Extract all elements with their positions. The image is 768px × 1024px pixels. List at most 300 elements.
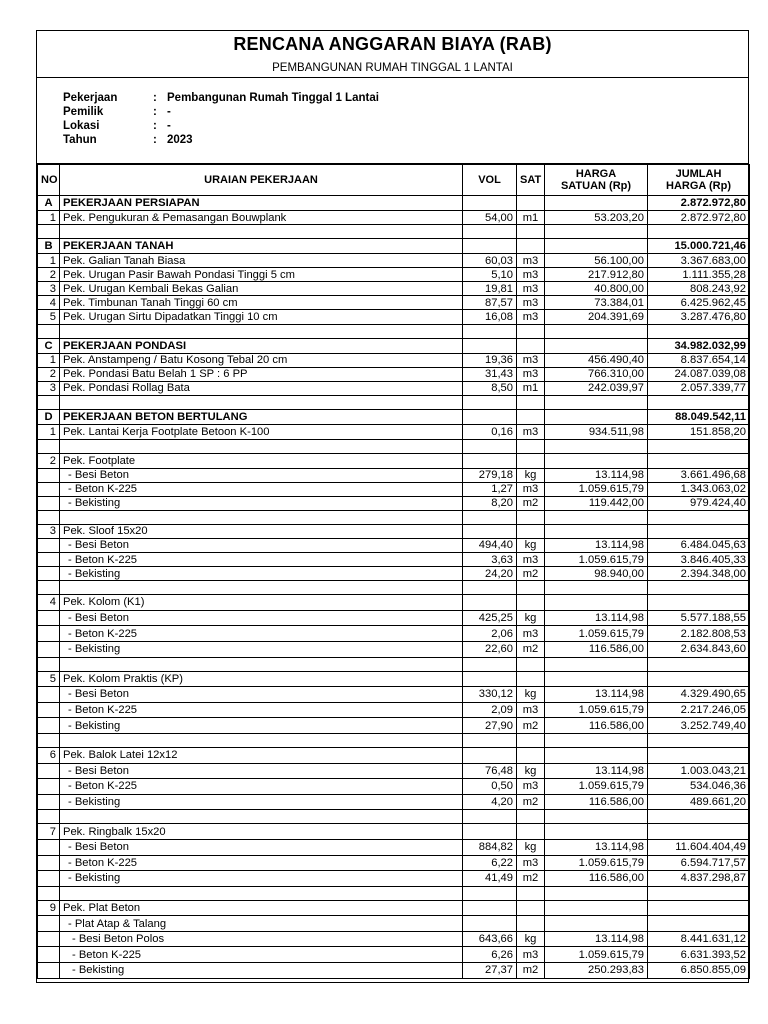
row-no: 4 (38, 296, 60, 310)
row-sat (517, 225, 545, 239)
row-jumlah-harga: 6.594.717,57 (648, 855, 750, 871)
row-harga-satuan (545, 595, 648, 611)
row-jumlah-harga (648, 454, 750, 468)
row-harga-satuan (545, 196, 648, 211)
blank-row (38, 733, 750, 747)
row-jumlah-harga: 24.087.039,08 (648, 367, 750, 381)
row-sat (517, 454, 545, 468)
table-row (38, 468, 750, 482)
row-harga-satuan: 13.114,98 (545, 839, 648, 855)
info-colon: : (153, 120, 157, 132)
project-info (37, 78, 748, 164)
row-no: 3 (38, 524, 60, 538)
row-vol: 41,49 (463, 871, 517, 887)
row-sat (517, 196, 545, 211)
row-uraian: PEKERJAAN TANAH (60, 239, 463, 254)
row-sat (517, 395, 545, 409)
rab-table (37, 164, 750, 979)
row-vol (463, 454, 517, 468)
row-uraian: - Beton K-225 (60, 855, 463, 871)
row-vol: 60,03 (463, 254, 517, 268)
row-jumlah-harga (648, 581, 750, 595)
row-sat (517, 916, 545, 932)
blank-row (38, 225, 750, 239)
row-harga-satuan: 1.059.615,79 (545, 855, 648, 871)
row-uraian: - Bekisting (60, 718, 463, 734)
row-harga-satuan: 250.293,83 (545, 963, 648, 979)
table-row (38, 296, 750, 310)
table-row (38, 211, 750, 225)
row-no (38, 916, 60, 932)
row-harga-satuan: 73.384,01 (545, 296, 648, 310)
row-jumlah-harga (648, 671, 750, 687)
row-jumlah-harga: 151.858,20 (648, 424, 750, 440)
row-jumlah-harga: 2.872.972,80 (648, 196, 750, 211)
row-no (38, 886, 60, 900)
row-no (38, 733, 60, 747)
row-no (38, 963, 60, 979)
row-jumlah-harga: 88.049.542,11 (648, 409, 750, 424)
row-harga-satuan: 116.586,00 (545, 794, 648, 810)
row-jumlah-harga (648, 395, 750, 409)
table-row (38, 839, 750, 855)
row-sat: m3 (517, 268, 545, 282)
row-harga-satuan: 13.114,98 (545, 468, 648, 482)
row-no (38, 871, 60, 887)
row-jumlah-harga: 808.243,92 (648, 282, 750, 296)
row-no (38, 794, 60, 810)
row-harga-satuan: 766.310,00 (545, 367, 648, 381)
table-row (38, 454, 750, 468)
row-no: 2 (38, 454, 60, 468)
row-sat: m2 (517, 641, 545, 657)
row-jumlah-harga: 15.000.721,46 (648, 239, 750, 254)
row-harga-satuan: 1.059.615,79 (545, 482, 648, 496)
row-vol (463, 239, 517, 254)
row-harga-satuan (545, 510, 648, 524)
row-sat (517, 440, 545, 454)
row-sat (517, 409, 545, 424)
row-jumlah-harga: 2.394.348,00 (648, 567, 750, 581)
row-jumlah-harga (648, 824, 750, 840)
row-sat (517, 338, 545, 353)
row-vol: 425,25 (463, 610, 517, 626)
blank-row (38, 657, 750, 671)
row-vol: 31,43 (463, 367, 517, 381)
row-vol: 27,90 (463, 718, 517, 734)
row-uraian: PEKERJAAN PONDASI (60, 338, 463, 353)
row-sat: m3 (517, 626, 545, 642)
blank-row (38, 886, 750, 900)
row-harga-satuan (545, 733, 648, 747)
row-jumlah-harga (648, 324, 750, 338)
row-sat (517, 239, 545, 254)
row-uraian: Pek. Lantai Kerja Footplate Betoon K-100 (60, 424, 463, 440)
row-jumlah-harga (648, 225, 750, 239)
row-harga-satuan: 116.586,00 (545, 718, 648, 734)
row-harga-satuan (545, 886, 648, 900)
row-no (38, 810, 60, 824)
row-jumlah-harga (648, 900, 750, 916)
row-jumlah-harga (648, 810, 750, 824)
row-no (38, 496, 60, 510)
row-no (38, 482, 60, 496)
row-uraian: Pek. Footplate (60, 454, 463, 468)
row-no: 5 (38, 671, 60, 687)
row-uraian: Pek. Pengukuran & Pemasangan Bouwplank (60, 211, 463, 225)
section-row (38, 338, 750, 353)
row-uraian: - Besi Beton (60, 468, 463, 482)
row-harga-satuan: 1.059.615,79 (545, 947, 648, 963)
row-jumlah-harga: 534.046,36 (648, 779, 750, 795)
row-harga-satuan: 456.490,40 (545, 353, 648, 367)
row-vol (463, 196, 517, 211)
row-jumlah-harga: 8.837.654,14 (648, 353, 750, 367)
row-jumlah-harga (648, 440, 750, 454)
row-uraian: - Beton K-225 (60, 779, 463, 795)
row-no (38, 395, 60, 409)
row-sat: kg (517, 931, 545, 947)
row-jumlah-harga (648, 595, 750, 611)
row-sat: m3 (517, 553, 545, 567)
row-sat: m3 (517, 779, 545, 795)
row-vol (463, 409, 517, 424)
row-vol (463, 225, 517, 239)
row-uraian: Pek. Pondasi Batu Belah 1 SP : 6 PP (60, 367, 463, 381)
row-uraian: Pek. Balok Latei 12x12 (60, 747, 463, 763)
row-no (38, 553, 60, 567)
row-sat: kg (517, 538, 545, 552)
row-vol: 19,36 (463, 353, 517, 367)
row-no (38, 702, 60, 718)
row-vol (463, 747, 517, 763)
row-sat (517, 733, 545, 747)
row-vol (463, 581, 517, 595)
rab-table-body (38, 196, 750, 979)
row-harga-satuan: 217.912,80 (545, 268, 648, 282)
row-sat: kg (517, 839, 545, 855)
row-harga-satuan (545, 324, 648, 338)
row-vol (463, 324, 517, 338)
blank-row (38, 395, 750, 409)
row-vol: 24,20 (463, 567, 517, 581)
info-label: Tahun (63, 134, 97, 146)
row-vol (463, 824, 517, 840)
row-jumlah-harga: 1.343.063,02 (648, 482, 750, 496)
row-no: D (38, 409, 60, 424)
row-vol (463, 810, 517, 824)
jumlah-header-line2: HARGA (Rp) (666, 180, 731, 192)
harga-header-line2: SATUAN (Rp) (560, 180, 632, 192)
row-sat: m3 (517, 367, 545, 381)
row-no: 1 (38, 254, 60, 268)
row-uraian (60, 657, 463, 671)
row-uraian (60, 581, 463, 595)
document-subtitle: PEMBANGUNAN RUMAH TINGGAL 1 LANTAI (272, 62, 513, 74)
blank-row (38, 510, 750, 524)
row-vol: 279,18 (463, 468, 517, 482)
table-row (38, 671, 750, 687)
row-uraian: Pek. Anstampeng / Batu Kosong Tebal 20 cm (60, 353, 463, 367)
info-label: Pemilik (63, 106, 104, 118)
row-sat (517, 810, 545, 824)
col-header-vol: VOL (463, 165, 517, 196)
row-uraian: Pek. Pondasi Rollag Bata (60, 381, 463, 395)
row-harga-satuan (545, 454, 648, 468)
row-uraian (60, 886, 463, 900)
row-uraian: - Besi Beton (60, 687, 463, 703)
row-no (38, 763, 60, 779)
row-sat (517, 581, 545, 595)
table-row (38, 916, 750, 932)
table-row (38, 763, 750, 779)
row-jumlah-harga (648, 510, 750, 524)
row-vol: 2,09 (463, 702, 517, 718)
row-no: A (38, 196, 60, 211)
row-no: 2 (38, 268, 60, 282)
row-uraian: PEKERJAAN BETON BERTULANG (60, 409, 463, 424)
row-vol: 27,37 (463, 963, 517, 979)
section-row (38, 196, 750, 211)
row-sat: kg (517, 468, 545, 482)
row-harga-satuan: 204.391,69 (545, 310, 648, 324)
row-no: 9 (38, 900, 60, 916)
row-no: 3 (38, 282, 60, 296)
info-colon: : (153, 92, 157, 104)
table-row (38, 963, 750, 979)
row-jumlah-harga: 979.424,40 (648, 496, 750, 510)
row-no (38, 610, 60, 626)
table-row (38, 871, 750, 887)
row-vol: 0,50 (463, 779, 517, 795)
row-vol: 8,20 (463, 496, 517, 510)
row-no (38, 538, 60, 552)
row-sat: m2 (517, 496, 545, 510)
row-harga-satuan (545, 916, 648, 932)
row-uraian: Pek. Galian Tanah Biasa (60, 254, 463, 268)
row-sat (517, 900, 545, 916)
row-sat: m3 (517, 947, 545, 963)
row-harga-satuan: 13.114,98 (545, 538, 648, 552)
table-row (38, 641, 750, 657)
row-vol (463, 524, 517, 538)
row-vol (463, 916, 517, 932)
table-row (38, 931, 750, 947)
blank-row (38, 581, 750, 595)
row-no: 7 (38, 824, 60, 840)
row-harga-satuan: 53.203,20 (545, 211, 648, 225)
row-vol: 8,50 (463, 381, 517, 395)
row-jumlah-harga (648, 886, 750, 900)
row-uraian: Pek. Timbunan Tanah Tinggi 60 cm (60, 296, 463, 310)
table-row (38, 553, 750, 567)
row-vol: 884,82 (463, 839, 517, 855)
row-no (38, 626, 60, 642)
row-jumlah-harga: 2.182.808,53 (648, 626, 750, 642)
row-uraian: Pek. Sloof 15x20 (60, 524, 463, 538)
col-header-no: NO (38, 165, 60, 196)
jumlah-header-line1: JUMLAH (675, 168, 722, 180)
row-jumlah-harga: 4.837.298,87 (648, 871, 750, 887)
row-no (38, 440, 60, 454)
table-row (38, 424, 750, 440)
row-uraian: - Besi Beton (60, 763, 463, 779)
row-vol: 87,57 (463, 296, 517, 310)
table-row (38, 496, 750, 510)
row-no: C (38, 338, 60, 353)
row-jumlah-harga: 3.287.476,80 (648, 310, 750, 324)
row-sat: m3 (517, 424, 545, 440)
table-row (38, 482, 750, 496)
row-uraian: - Beton K-225 (60, 947, 463, 963)
table-row (38, 626, 750, 642)
row-uraian: - Beton K-225 (60, 482, 463, 496)
row-jumlah-harga: 4.329.490,65 (648, 687, 750, 703)
row-harga-satuan (545, 581, 648, 595)
row-no: 3 (38, 381, 60, 395)
col-header-sat: SAT (517, 165, 545, 196)
row-sat: m3 (517, 353, 545, 367)
col-header-harga-satuan (545, 165, 648, 196)
row-harga-satuan (545, 409, 648, 424)
table-row (38, 702, 750, 718)
table-row (38, 567, 750, 581)
row-no: B (38, 239, 60, 254)
table-row (38, 779, 750, 795)
row-vol (463, 900, 517, 916)
row-no (38, 931, 60, 947)
row-harga-satuan: 13.114,98 (545, 763, 648, 779)
row-uraian: - Besi Beton Polos (60, 931, 463, 947)
row-harga-satuan (545, 824, 648, 840)
table-row (38, 310, 750, 324)
row-sat: m3 (517, 254, 545, 268)
row-jumlah-harga: 6.425.962,45 (648, 296, 750, 310)
row-vol: 3,63 (463, 553, 517, 567)
row-sat: m3 (517, 296, 545, 310)
row-jumlah-harga: 2.217.246,05 (648, 702, 750, 718)
col-header-uraian: URAIAN PEKERJAAN (60, 165, 463, 196)
table-row (38, 794, 750, 810)
row-harga-satuan: 13.114,98 (545, 687, 648, 703)
table-row (38, 595, 750, 611)
info-value: - (167, 120, 171, 132)
row-uraian: - Bekisting (60, 641, 463, 657)
table-row (38, 610, 750, 626)
table-row (38, 900, 750, 916)
row-jumlah-harga: 2.872.972,80 (648, 211, 750, 225)
row-harga-satuan: 1.059.615,79 (545, 626, 648, 642)
row-no (38, 855, 60, 871)
row-sat (517, 657, 545, 671)
row-vol (463, 733, 517, 747)
row-uraian (60, 810, 463, 824)
row-uraian: Pek. Urugan Kembali Bekas Galian (60, 282, 463, 296)
row-no: 5 (38, 310, 60, 324)
table-row (38, 947, 750, 963)
row-harga-satuan: 13.114,98 (545, 610, 648, 626)
row-jumlah-harga (648, 657, 750, 671)
harga-header-line1: HARGA (575, 168, 617, 180)
row-uraian (60, 324, 463, 338)
table-row (38, 687, 750, 703)
row-vol: 4,20 (463, 794, 517, 810)
row-vol: 0,16 (463, 424, 517, 440)
info-value: - (167, 106, 171, 118)
row-uraian (60, 510, 463, 524)
row-jumlah-harga: 3.846.405,33 (648, 553, 750, 567)
row-jumlah-harga: 489.661,20 (648, 794, 750, 810)
row-harga-satuan: 40.800,00 (545, 282, 648, 296)
row-sat (517, 524, 545, 538)
row-uraian: Pek. Plat Beton (60, 900, 463, 916)
row-harga-satuan: 116.586,00 (545, 871, 648, 887)
row-uraian: - Beton K-225 (60, 626, 463, 642)
row-sat (517, 824, 545, 840)
row-harga-satuan (545, 395, 648, 409)
info-value: Pembangunan Rumah Tinggal 1 Lantai (167, 92, 379, 104)
row-jumlah-harga: 1.111.355,28 (648, 268, 750, 282)
row-jumlah-harga: 8.441.631,12 (648, 931, 750, 947)
row-uraian: - Bekisting (60, 871, 463, 887)
row-no (38, 324, 60, 338)
row-no (38, 468, 60, 482)
row-uraian: - Besi Beton (60, 610, 463, 626)
row-sat: m2 (517, 963, 545, 979)
table-row (38, 718, 750, 734)
row-no: 4 (38, 595, 60, 611)
blank-row (38, 324, 750, 338)
row-jumlah-harga: 1.003.043,21 (648, 763, 750, 779)
row-uraian (60, 225, 463, 239)
row-uraian: Pek. Kolom (K1) (60, 595, 463, 611)
row-sat: m3 (517, 282, 545, 296)
row-no (38, 779, 60, 795)
row-vol: 2,06 (463, 626, 517, 642)
row-no (38, 718, 60, 734)
row-jumlah-harga: 5.577.188,55 (648, 610, 750, 626)
row-jumlah-harga: 11.604.404,49 (648, 839, 750, 855)
row-sat (517, 324, 545, 338)
row-sat: m3 (517, 702, 545, 718)
row-harga-satuan (545, 657, 648, 671)
row-uraian: Pek. Urugan Sirtu Dipadatkan Tinggi 10 cm (60, 310, 463, 324)
row-uraian: - Plat Atap & Talang (60, 916, 463, 932)
row-vol (463, 440, 517, 454)
row-sat: m2 (517, 567, 545, 581)
row-no (38, 567, 60, 581)
row-vol: 22,60 (463, 641, 517, 657)
row-harga-satuan: 934.511,98 (545, 424, 648, 440)
row-sat: m2 (517, 718, 545, 734)
row-uraian: - Beton K-225 (60, 702, 463, 718)
row-harga-satuan (545, 239, 648, 254)
table-row (38, 254, 750, 268)
row-uraian: - Bekisting (60, 496, 463, 510)
row-vol: 19,81 (463, 282, 517, 296)
row-vol: 330,12 (463, 687, 517, 703)
row-uraian: - Beton K-225 (60, 553, 463, 567)
table-row (38, 367, 750, 381)
row-sat: m1 (517, 211, 545, 225)
row-jumlah-harga: 3.367.683,00 (648, 254, 750, 268)
row-jumlah-harga (648, 733, 750, 747)
row-jumlah-harga: 2.634.843,60 (648, 641, 750, 657)
row-vol (463, 657, 517, 671)
row-harga-satuan: 98.940,00 (545, 567, 648, 581)
table-row (38, 268, 750, 282)
blank-row (38, 810, 750, 824)
